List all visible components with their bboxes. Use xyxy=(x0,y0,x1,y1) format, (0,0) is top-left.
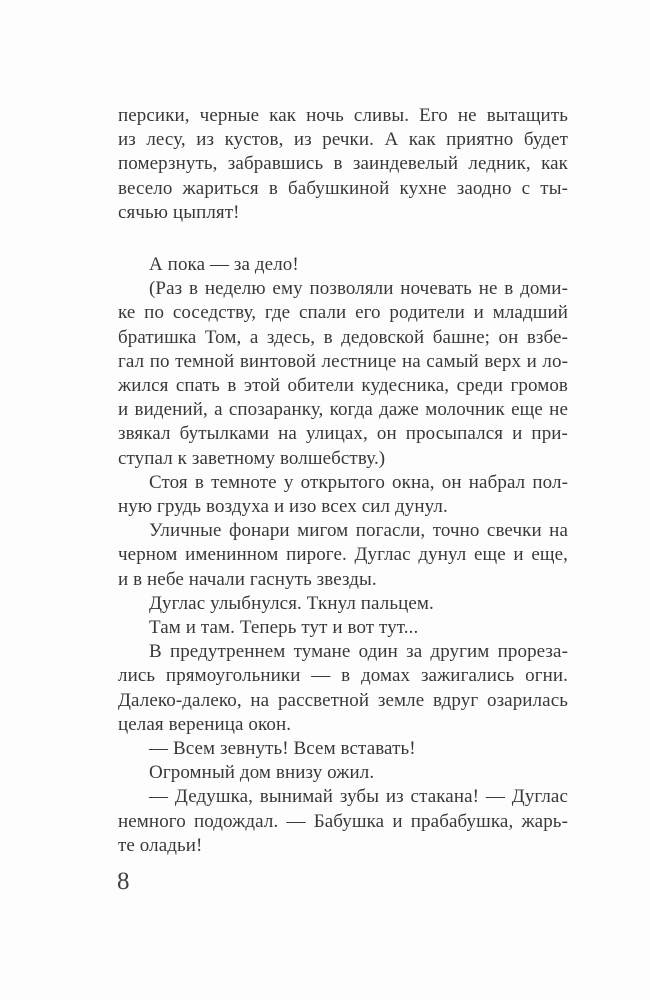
text-line: Дуглас улыбнулся. Ткнул пальцем. xyxy=(149,592,434,614)
text-line: померзнуть, забравшись в заиндевелый ледник, как xyxy=(118,153,568,175)
text-line: Далеко-далеко, на рассветной земле вдруг озарилась xyxy=(118,689,568,711)
text-line: и видений, а спозаранку, когда даже молочник еще не xyxy=(118,399,568,421)
text-line: — Дедушка, вынимай зубы из стакана! — Дуглас xyxy=(149,786,568,808)
text-line: В предутреннем тумане один за другим прореза- xyxy=(149,641,568,663)
text-line: весело жариться в бабушкиной кухне заодно с ты- xyxy=(118,177,568,199)
text-line: А пока — за дело! xyxy=(149,254,299,276)
text-line: лись прямоугольники — в домах зажигались огни. xyxy=(118,665,568,687)
text-line: из лесу, из кустов, из речки. А как приятно будет xyxy=(118,129,568,151)
text-line: братишка Том, а здесь, в дедовской башне; он взбе- xyxy=(118,326,568,348)
text-line: ке по соседству, где спали его родители и младший xyxy=(118,302,568,324)
text-line: — Всем зевнуть! Всем вставать! xyxy=(149,738,416,760)
page-number: 8 xyxy=(117,868,130,895)
text-line: сячью цыплят! xyxy=(118,201,240,223)
text-line: гал по темной винтовой лестнице на самый верх и ло- xyxy=(118,350,568,372)
text-line: жился спать в этой обители кудесника, среди громов xyxy=(118,375,568,397)
paragraph-gap xyxy=(118,225,568,253)
text-line: немного подождал. — Бабушка и прабабушка, жарь- xyxy=(118,810,568,832)
text-line: Уличные фонари мигом погасли, точно свечки на xyxy=(149,520,568,542)
text-line: Там и там. Теперь тут и вот тут... xyxy=(149,617,419,639)
text-line: Стоя в темноте у открытого окна, он набрал пол- xyxy=(149,471,568,493)
text-line: и в небе начали гаснуть звезды. xyxy=(118,568,377,590)
page-body xyxy=(118,104,568,858)
text-line: те оладьи! xyxy=(118,834,203,856)
text-line: ную грудь воздуха и изо всех сил дунул. xyxy=(118,496,448,518)
text-line: целая вереница окон. xyxy=(118,713,292,735)
text-line: ступал к заветному волшебству.) xyxy=(118,447,386,469)
text-line: (Раз в неделю ему позволяли ночевать не в доми- xyxy=(149,278,568,300)
text-line: черном именинном пироге. Дуглас дунул еще и еще, xyxy=(118,544,568,566)
text-line: персики, черные как ночь сливы. Его не вытащить xyxy=(118,105,568,126)
text-line: звякал бутылками на улицах, он просыпался и при- xyxy=(118,423,568,445)
text-line: Огромный дом внизу ожил. xyxy=(149,762,375,784)
